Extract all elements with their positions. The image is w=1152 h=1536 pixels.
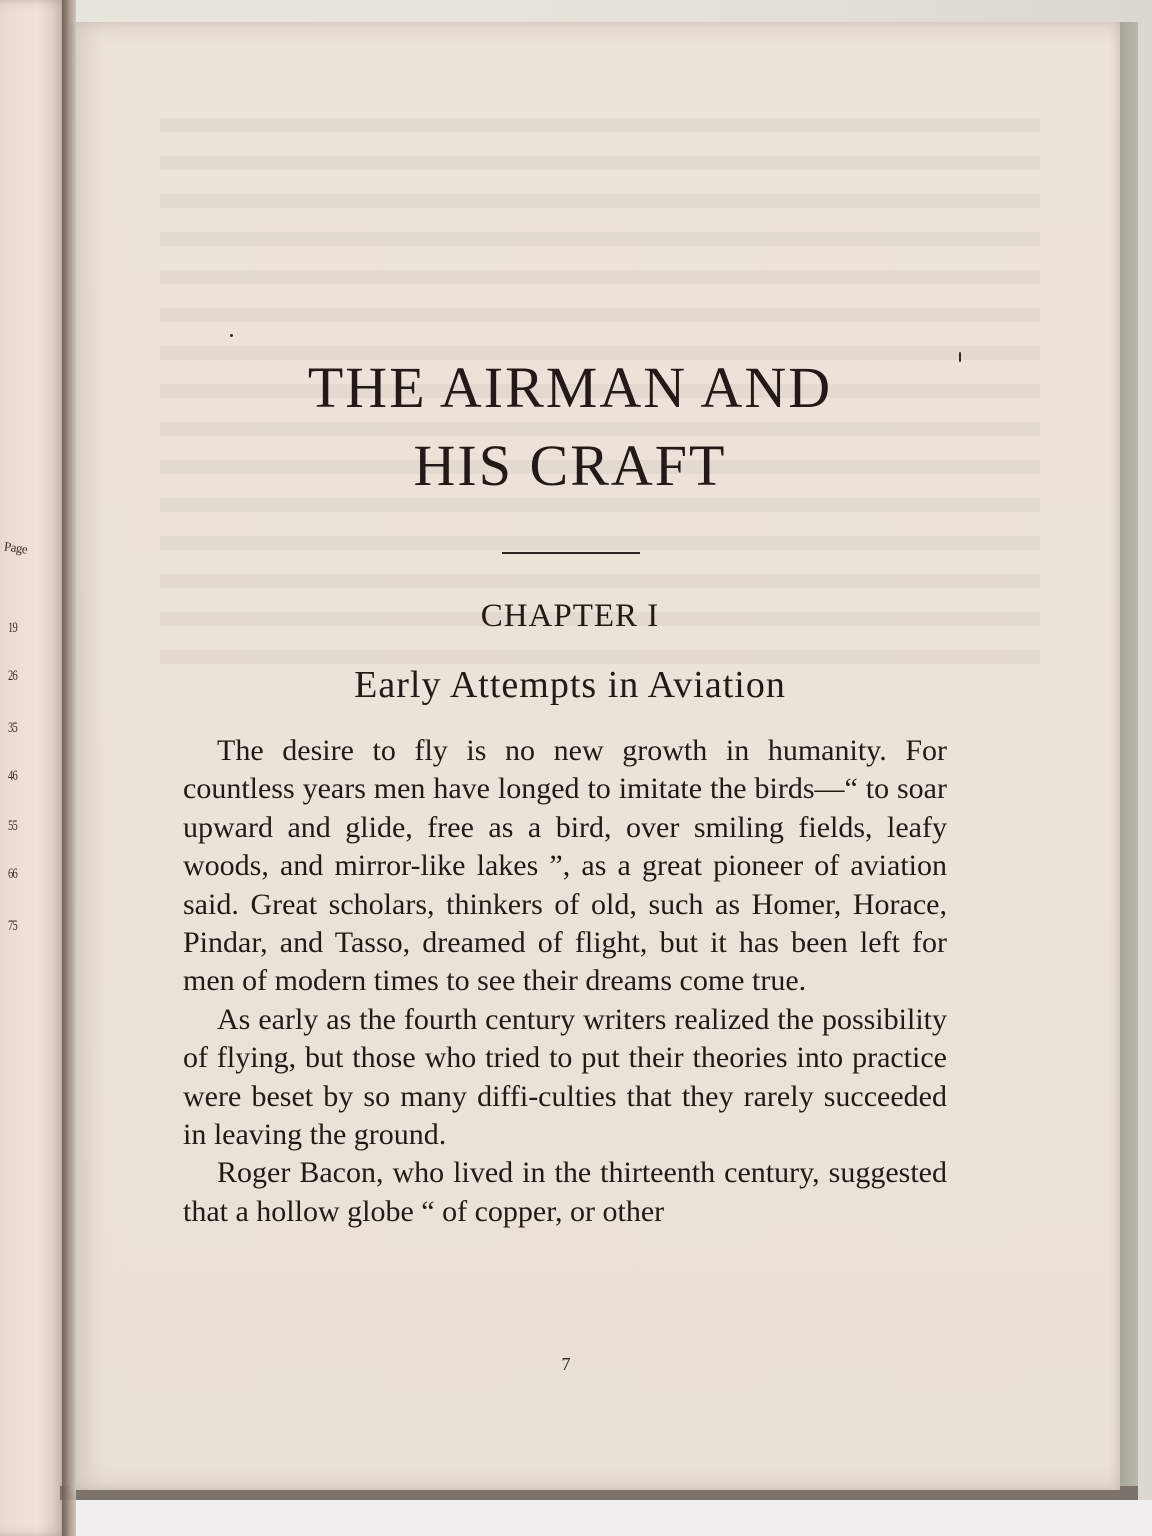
page-number: 19 [8,620,18,636]
book-title-line-1: THE AIRMAN AND [307,355,833,420]
page-number-folio: 7 [561,1354,571,1374]
page-number: 35 [8,720,18,736]
backdrop-bottom [0,1500,1152,1536]
paragraph: Roger Bacon, who lived in the thirteenth century, suggested that a hollow globe “ of copper, or other [183,1156,947,1228]
page-number: 26 [8,668,18,684]
page-number: 46 [8,768,18,784]
book-title-line-2: HIS CRAFT [413,433,727,498]
chapter-title: Early Attempts in Aviation [354,664,786,706]
page-number: 66 [8,866,18,882]
chapter-number: CHAPTER I [480,598,660,634]
page-number: 75 [8,918,18,934]
facing-page [0,0,68,1536]
title-divider [502,552,640,554]
paragraph: The desire to fly is no new growth in humanity. For countless years men have longed to imitate the birds—“ to soar upward and glide, free as a bird, over smiling fields, leafy woods, and mirror-like lakes ”, as a great pioneer of aviation said. Great scholars, thinkers of old, such as Homer, Horace, Pindar, and Tasso, dreamed of flight, but it has been left for men of modern times to see their dreams come true. [183,734,947,998]
page-number: 55 [8,818,18,834]
spine-gutter [62,0,76,1536]
paper-speck [230,334,233,337]
paragraph: As early as the fourth century writers realized the possibility of flying, but those who tried to put their theories into practice were beset by so many diffi-culties that they rarely succeeded in leaving the ground. [183,1002,947,1152]
page-column-label: Page [3,538,29,557]
body-text [183,732,947,1231]
